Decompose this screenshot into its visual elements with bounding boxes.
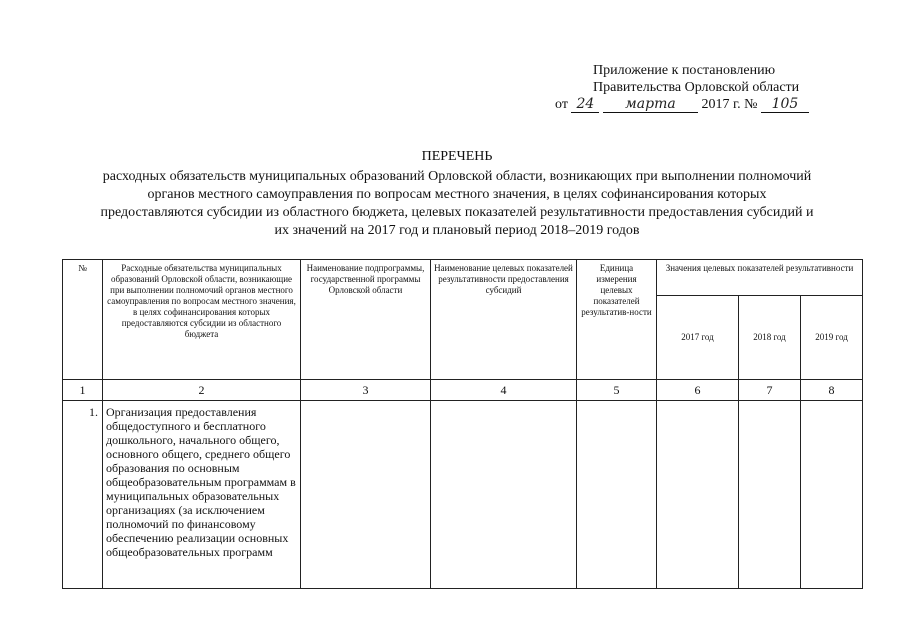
title-line-2: органов местного самоуправления по вопросам местного значения, в целях софинансирования которых bbox=[147, 187, 767, 202]
date-prefix: от bbox=[555, 97, 568, 112]
year-number-label: 2017 г. № bbox=[701, 97, 758, 112]
title-line-1: расходных обязательств муниципальных образований Орловской области, возникающих при выполнении полномочий bbox=[102, 169, 812, 184]
header-col-indicators: Наименование целевых показателей результативности предоставления субсидий bbox=[431, 260, 577, 380]
column-number: 5 bbox=[577, 380, 657, 401]
appendix-line-1: Приложение к постановлению bbox=[593, 63, 776, 78]
column-number: 4 bbox=[431, 380, 577, 401]
handwritten-day: 24 bbox=[571, 97, 599, 113]
header-col-subprogram: Наименование подпрограммы, государственной программы Орловской области bbox=[301, 260, 431, 380]
title-heading: ПЕРЕЧЕНЬ bbox=[421, 149, 493, 164]
column-number: 2 bbox=[103, 380, 301, 401]
row-obligation-text: Организация предоставления общедоступного и бесплатного дошкольного, начального общего, основного общего, среднего общего образования по основным общеобразовательным программам в муниципальных образовательных организациях (за исключением полномочий по финансовому обеспечению реализации основных общеобразовательных программ bbox=[103, 401, 301, 589]
appendix-date-line bbox=[555, 96, 855, 113]
document-title bbox=[62, 148, 852, 240]
header-col-number: № bbox=[63, 260, 103, 380]
row-cell-2019 bbox=[801, 401, 863, 589]
column-number: 3 bbox=[301, 380, 431, 401]
row-cell-2017 bbox=[657, 401, 739, 589]
row-cell-2018 bbox=[739, 401, 801, 589]
column-number: 1 bbox=[63, 380, 103, 401]
appendix-block bbox=[555, 62, 855, 113]
appendix-line-2: Правительства Орловской области bbox=[593, 80, 800, 95]
title-line-3: предоставляются субсидии из областного бюджета, целевых показателей результативности предоставления субсидий и bbox=[100, 205, 814, 220]
column-number: 8 bbox=[801, 380, 863, 401]
header-col-unit: Единица измерения целевых показателей результатив-ности bbox=[577, 260, 657, 380]
row-number: 1. bbox=[63, 401, 103, 589]
row-cell-subprogram bbox=[301, 401, 431, 589]
column-number: 6 bbox=[657, 380, 739, 401]
obligations-table bbox=[62, 259, 863, 589]
header-year-2017: 2017 год bbox=[657, 296, 739, 380]
column-number-row bbox=[63, 380, 863, 401]
header-year-2019: 2019 год bbox=[801, 296, 863, 380]
header-group-values: Значения целевых показателей результативности bbox=[657, 260, 863, 296]
column-number: 7 bbox=[739, 380, 801, 401]
row-cell-unit bbox=[577, 401, 657, 589]
row-cell-indicators bbox=[431, 401, 577, 589]
title-line-4: их значений на 2017 год и плановый период 2018–2019 годов bbox=[274, 223, 640, 238]
header-row-top bbox=[63, 260, 863, 296]
header-year-2018: 2018 год bbox=[739, 296, 801, 380]
handwritten-number: 105 bbox=[761, 97, 809, 113]
handwritten-month: марта bbox=[603, 97, 698, 113]
table-row bbox=[63, 401, 863, 589]
header-col-obligations: Расходные обязательства муниципальных образований Орловской области, возникающие при выполнении полномочий органов местного самоуправления по вопросам местного значения, в целях софинансирования которых предоставляются субсидии из областного бюджета bbox=[103, 260, 301, 380]
